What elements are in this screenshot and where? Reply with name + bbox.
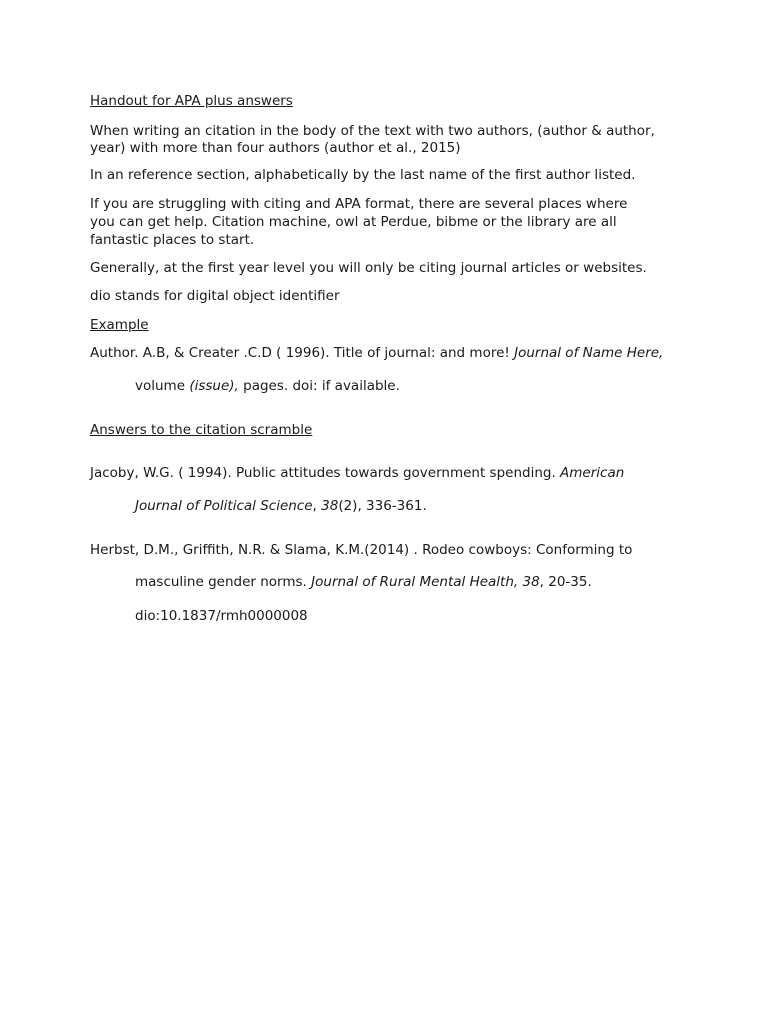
answer-ref1-comma: , xyxy=(312,498,322,514)
paragraph-two-authors-line1: When writing an citation in the body of the text with two authors, (author & author, xyxy=(90,123,655,139)
answer-ref2-doi: dio:10.1837/rmh0000008 xyxy=(135,608,308,624)
answer-ref1-line1 xyxy=(90,464,624,482)
paragraph-first-year: Generally, at the first year level you will only be citing journal articles or websites. xyxy=(90,260,647,276)
example-journal-name: Journal of Name Here, xyxy=(514,345,664,361)
answer-ref1-journal-rest: Journal of Political Science xyxy=(135,498,313,514)
paragraph-two-authors-line2: year) with more than four authors (author et al., 2015) xyxy=(90,140,461,156)
example-citation-line1 xyxy=(90,344,663,362)
answer-ref1-line2 xyxy=(135,497,427,515)
answer-ref2-line2 xyxy=(135,573,592,591)
answer-ref2-pages: , 20-35. xyxy=(539,574,592,590)
example-pages-text: pages. doi: if available. xyxy=(238,378,400,394)
example-label: Example xyxy=(90,317,149,333)
example-volume-text: volume xyxy=(135,378,190,394)
answer-ref2-journal: Journal of Rural Mental Health, 38 xyxy=(311,574,540,590)
answer-ref1-authors-title: Jacoby, W.G. ( 1994). Public attitudes towards government spending. xyxy=(90,465,561,481)
paragraph-reference-section: In an reference section, alphabetically by the last name of the first author listed. xyxy=(90,167,636,183)
answers-label: Answers to the citation scramble xyxy=(90,422,313,438)
answer-ref2-line1: Herbst, D.M., Griffith, N.R. & Slama, K.M.(2014) . Rodeo cowboys: Conforming to xyxy=(90,542,633,558)
paragraph-help-line2: you can get help. Citation machine, owl at Perdue, bibme or the library are all xyxy=(90,214,617,230)
paragraph-help-line1: If you are struggling with citing and APA format, there are several places where xyxy=(90,196,628,212)
example-issue-text: (issue), xyxy=(189,378,239,394)
answer-ref1-pages: (2), 336-361. xyxy=(338,498,427,514)
paragraph-help-line3: fantastic places to start. xyxy=(90,232,255,248)
answer-ref1-journal-start: American xyxy=(560,465,625,481)
paragraph-doi-definition: dio stands for digital object identifier xyxy=(90,288,340,304)
example-citation-text: Author. A.B, & Creater .C.D ( 1996). Title of journal: and more! xyxy=(90,345,515,361)
answer-ref1-volume: 38 xyxy=(321,498,339,514)
answer-ref2-title-end: masculine gender norms. xyxy=(135,574,312,590)
handout-heading: Handout for APA plus answers xyxy=(90,93,293,109)
example-citation-line2 xyxy=(135,377,400,395)
